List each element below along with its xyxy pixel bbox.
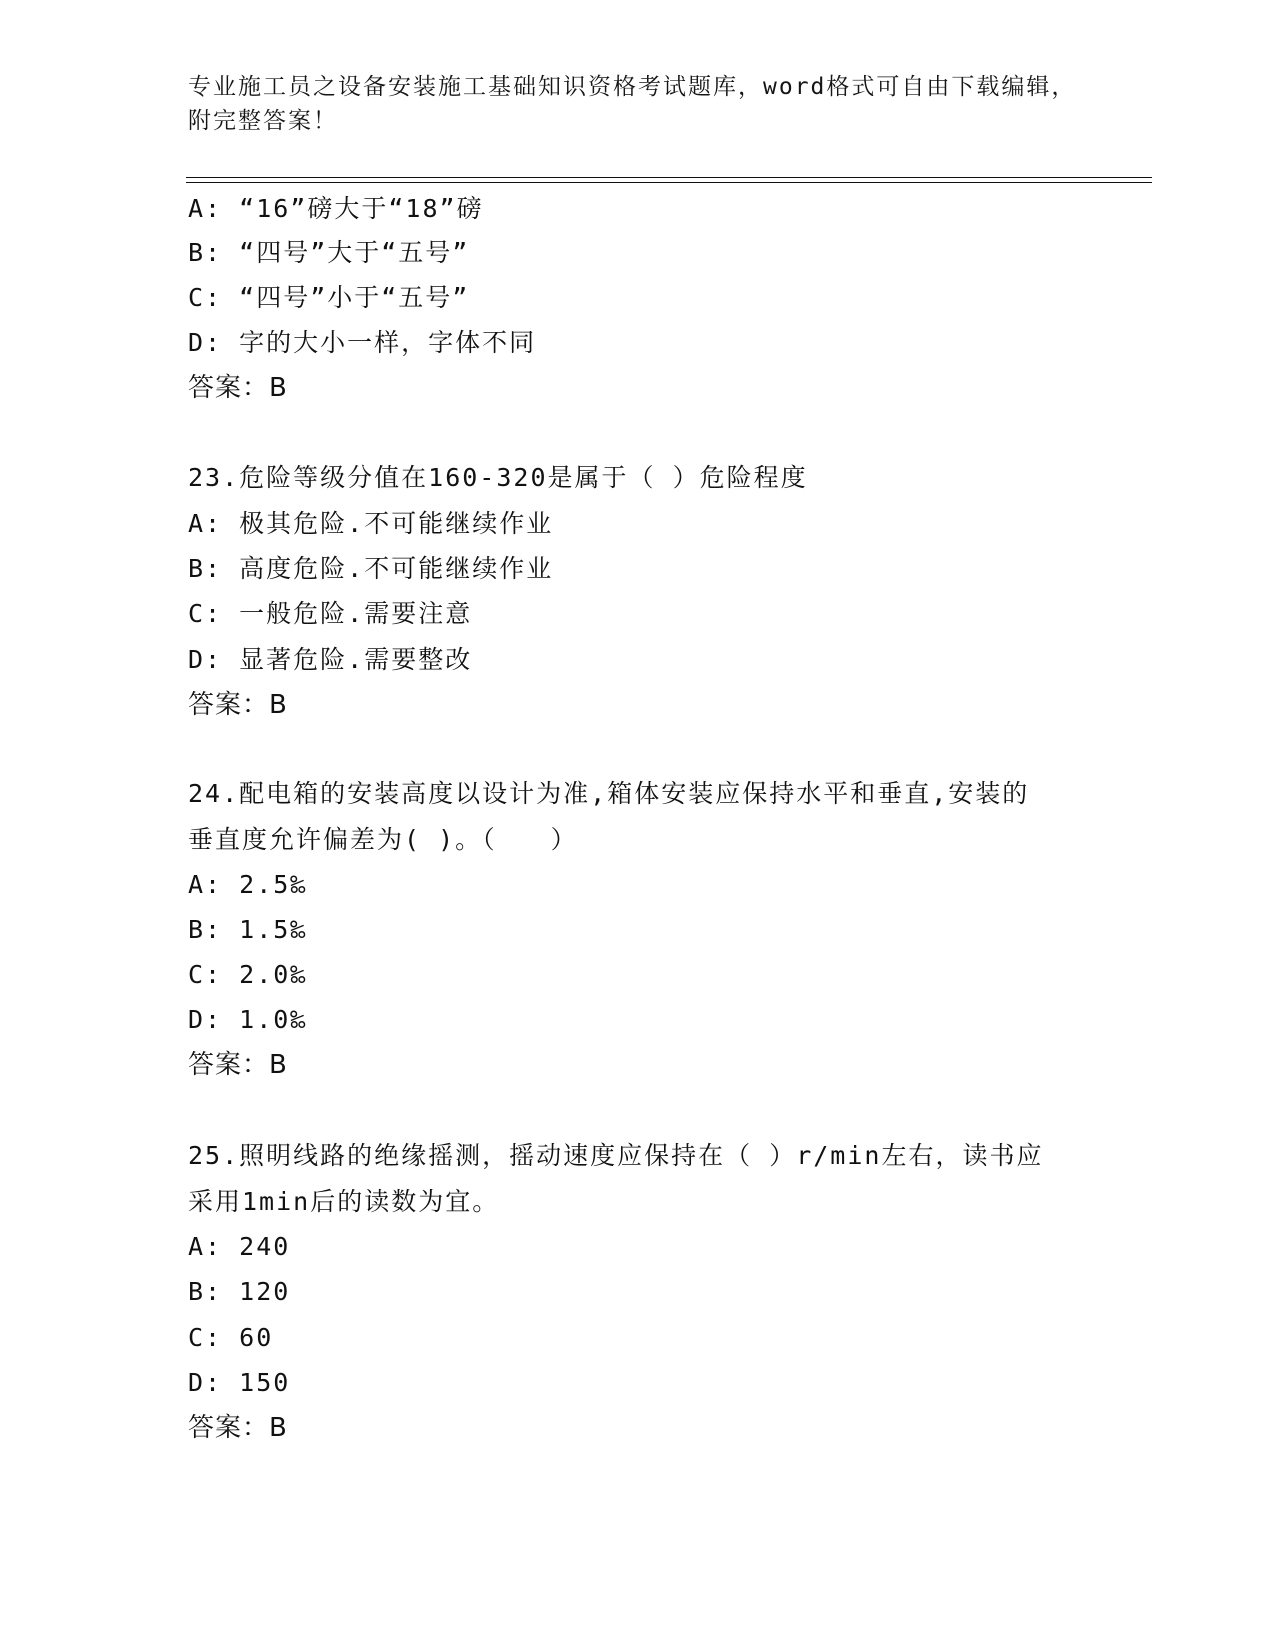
- q25-option-a: A: 240: [188, 1232, 291, 1261]
- q24-option-d: D: 1.0‰: [188, 1005, 308, 1034]
- q25-option-c: C: 60: [188, 1323, 274, 1352]
- q22-option-b: B: “四号”大于“五号”: [188, 238, 470, 267]
- q23-option-b: B: 高度危险.不可能继续作业: [188, 554, 554, 583]
- q25-option-d: D: 150: [188, 1368, 291, 1397]
- q24-option-c: C: 2.0‰: [188, 960, 308, 989]
- q25-answer: 答案：B: [188, 1413, 288, 1443]
- q22-answer: 答案：B: [188, 373, 288, 403]
- q24-question-line-1: 24.配电箱的安装高度以设计为准,箱体安装应保持水平和垂直,安装的: [188, 779, 1030, 808]
- q23-option-d: D: 显著危险.需要整改: [188, 645, 473, 674]
- q23-question: 23.危险等级分值在160-320是属于（ ）危险程度: [188, 463, 808, 492]
- q22-option-c: C: “四号”小于“五号”: [188, 283, 470, 312]
- q24-option-a: A: 2.5‰: [188, 870, 308, 899]
- q25-option-b: B: 120: [188, 1277, 291, 1306]
- q22-option-d: D: 字的大小一样，字体不同: [188, 328, 537, 357]
- document-header: [188, 70, 1088, 138]
- q24-answer: 答案：B: [188, 1050, 288, 1080]
- q25-question-line-1: 25.照明线路的绝缘摇测，摇动速度应保持在（ ）r/min左右，读书应: [188, 1141, 1044, 1170]
- header-line-2: 附完整答案！: [188, 108, 338, 134]
- q23-answer: 答案：B: [188, 690, 288, 720]
- q23-option-a: A: 极其危险.不可能继续作业: [188, 509, 554, 538]
- q24-option-b: B: 1.5‰: [188, 915, 308, 944]
- q22-option-a: A: “16”磅大于“18”磅: [188, 194, 484, 223]
- header-divider-top: [186, 177, 1152, 178]
- q25-question-line-2: 采用1min后的读数为宜。: [188, 1187, 500, 1216]
- q24-question-line-2: 垂直度允许偏差为( )。（ ）: [188, 825, 578, 854]
- q23-option-c: C: 一般危险.需要注意: [188, 599, 473, 628]
- header-line-1: 专业施工员之设备安装施工基础知识资格考试题库，word格式可自由下载编辑，: [188, 74, 1077, 100]
- header-divider-bottom: [186, 182, 1152, 183]
